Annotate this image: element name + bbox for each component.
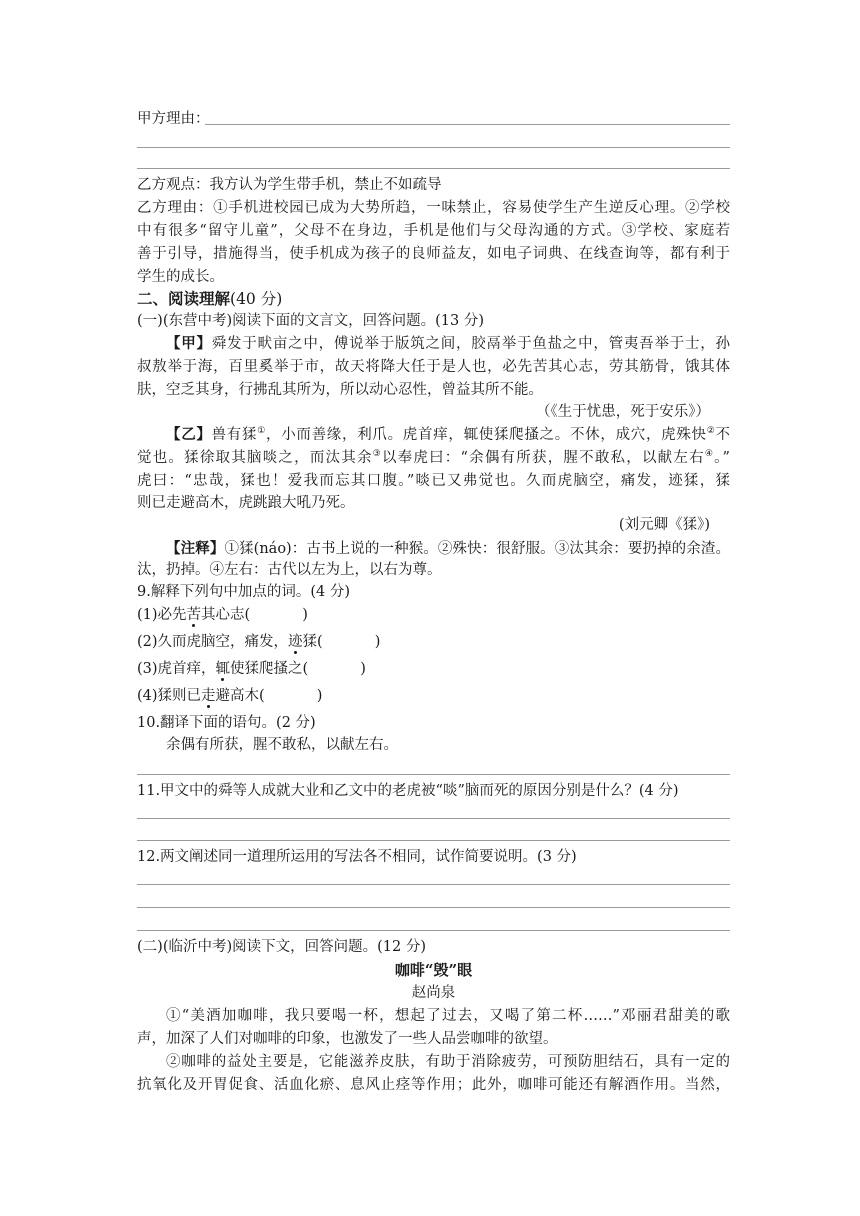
jia-line-2: 叔敖举于海，百里奚举于市，故天将降大任于是人也，必先苦其心志，劳其筋骨，饿其体: [137, 359, 730, 375]
section-score: (40 分): [230, 290, 283, 308]
footnote-mark: ③: [372, 449, 382, 460]
q11-stem: 11.甲文中的舜等人成就大业和乙文中的老虎被“啖”脑而死的原因分别是什么？(4 分): [137, 783, 679, 799]
article-p1-line: ①“美酒加咖啡，我只要喝一杯，想起了过去，又喝了第二杯……”邓丽君甜美的歌: [166, 1008, 730, 1024]
q10-stem: 10.翻译下面的语句。(2 分): [137, 715, 316, 731]
section-heading: [137, 289, 282, 309]
yi-source: (刘元卿《猱》): [618, 517, 710, 533]
footnote-mark: ④: [704, 449, 715, 460]
answer-line[interactable]: [205, 124, 730, 125]
note-tag: 【注释】: [166, 540, 225, 557]
q9-item-2: (2)久而虎脑空，痛发，迹猱( ): [137, 634, 381, 650]
yi-text-line-4: 则已走避高木，虎跳踉大吼乃死。: [137, 495, 355, 511]
answer-line[interactable]: [137, 930, 730, 931]
yi-text-line-3: 虎曰：“忠哉，猱也！爱我而忘其口腹。”啖已又弗觉也。久而虎脑空，痛发，迹猱，猱: [137, 473, 730, 489]
answer-line[interactable]: [137, 147, 730, 148]
q10-sentence: 余偶有所获，腥不敢私，以献左右。: [166, 737, 398, 753]
q9-item-3: (3)虎首痒，辄使猱爬搔之( ): [137, 661, 366, 677]
article-author: 赵尚泉: [411, 985, 456, 1001]
part1-intro: (一)(东营中考)阅读下面的文言文，回答问题。(13 分): [137, 313, 484, 329]
article-p2-line: ②咖啡的益处主要是，它能滋养皮肤，有助于消除疲劳，可预防胆结石，具有一定的: [166, 1054, 730, 1070]
yi-tag: 【乙】: [166, 426, 212, 443]
note-line-1: 【注释】①猱(náo)：古书上说的一种猴。②殊快：很舒服。③汰其余：要扔掉的余渣。: [166, 540, 731, 557]
footnote-mark: ①: [257, 426, 266, 437]
article-p2-line: 抗氧化及开胃促食、活血化瘀、息风止痉等作用；此外，咖啡可能还有解酒作用。当然，: [137, 1077, 730, 1093]
jia-line-3: 肤，空乏其身，行拂乱其所为，所以动心忍性，曾益其所不能。: [137, 382, 543, 398]
answer-line[interactable]: [137, 840, 730, 841]
q9-item-1: (1)必先苦其心志( ): [137, 607, 308, 623]
jia-source: （《生于忧患，死于安乐》）: [536, 404, 710, 420]
answer-line[interactable]: [137, 907, 730, 908]
answer-line[interactable]: [137, 818, 730, 819]
section-title: 二、阅读理解: [137, 289, 231, 308]
yi-reason-line: 善于引导，措施得当，使手机成为孩子的良师益友，如电子词典、在线查询等，都有利于: [137, 246, 730, 262]
yi-reason-line: 学生的成长。: [137, 269, 224, 285]
footnote-mark: ②: [706, 426, 716, 437]
yi-reason-line: 中有很多“留守儿童”，父母不在身边，手机是他们与父母沟通的方式。③学校、家庭若: [137, 223, 730, 239]
answer-line[interactable]: [137, 884, 730, 885]
note-line-2: 汰，扔掉。④左右：古代以左为上，以右为尊。: [137, 562, 442, 578]
yi-text-line-2: 觉也。猱徐取其脑啖之，而汰其余③以奉虎曰：“余偶有所获，腥不敢私，以献左右④。”: [137, 449, 730, 466]
article-title: 咖啡“毁”眼: [394, 961, 473, 979]
jia-line-1: 【甲】舜发于畎亩之中，傅说举于版筑之间，胶鬲举于鱼盐之中，管夷吾举于士，孙: [166, 335, 731, 352]
jia-tag: 【甲】: [166, 335, 212, 352]
article-p1-line: 声，加深了人们对咖啡的印象，也激发了一些人品尝咖啡的欲望。: [137, 1031, 558, 1047]
q9-item-4: (4)猱则已走避高木( ): [137, 688, 323, 704]
q9-stem: 9.解释下列句中加点的词。(4 分): [137, 584, 350, 600]
answer-line[interactable]: [137, 774, 730, 775]
yi-text-line-1: 【乙】兽有猱①，小而善缘，利爪。虎首痒，辄使猱爬搔之。不休，成穴，虎殊快②不: [166, 426, 731, 443]
yi-reason-line: 乙方理由：①手机进校园已成为大势所趋，一味禁止，容易使学生产生逆反心理。②学校: [137, 200, 730, 216]
q12-stem: 12.两文阐述同一道理所运用的写法各不相同，试作简要说明。(3 分): [137, 849, 577, 865]
part2-intro: (二)(临沂中考)阅读下文，回答问题。(12 分): [137, 939, 427, 955]
answer-line[interactable]: [137, 168, 730, 169]
jia-reason-label: 甲方理由：: [137, 111, 210, 127]
yi-view: 乙方观点：我方认为学生带手机，禁止不如疏导: [137, 177, 442, 193]
